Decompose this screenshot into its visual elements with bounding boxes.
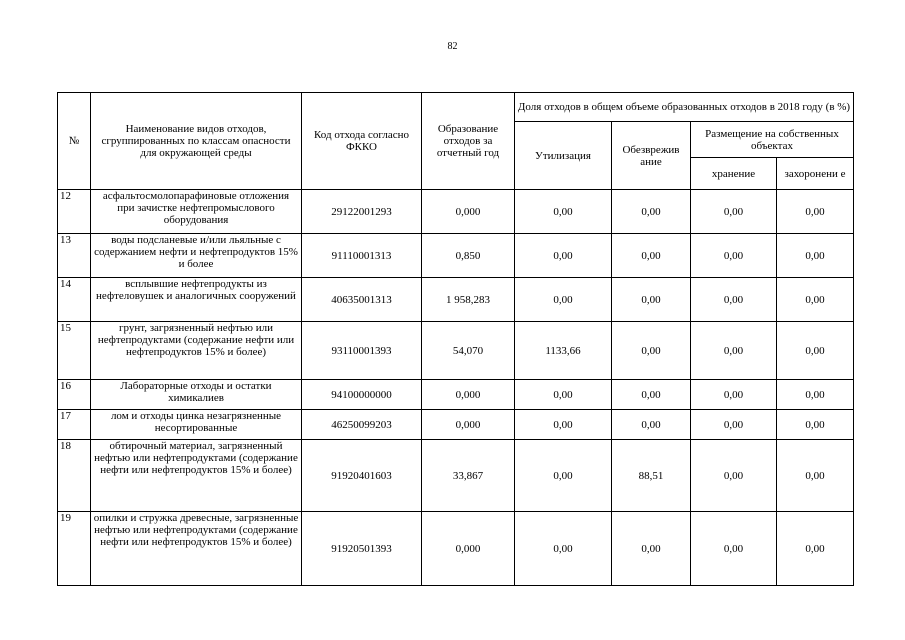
row-utilization: 0,00 — [515, 380, 612, 410]
header-burial: захоронени е — [777, 158, 854, 190]
row-formed: 33,867 — [422, 440, 515, 512]
row-formed: 54,070 — [422, 322, 515, 380]
row-burial: 0,00 — [777, 512, 854, 586]
row-storage: 0,00 — [691, 190, 777, 234]
row-waste-name: асфальтосмолопарафиновые отложения при зачистке нефтепромыслового оборудования — [91, 190, 302, 234]
table-row — [58, 190, 854, 234]
table-body — [58, 190, 854, 586]
row-storage: 0,00 — [691, 234, 777, 278]
row-waste-name: опилки и стружка древесные, загрязненные нефтью или нефтепродуктами (содержание нефти или нефтепродуктов 15% и более) — [91, 512, 302, 586]
row-num: 15 — [58, 322, 91, 380]
table-row — [58, 322, 854, 380]
table-row — [58, 278, 854, 322]
row-burial: 0,00 — [777, 410, 854, 440]
row-waste-name: обтирочный материал, загрязненный нефтью или нефтепродуктами (содержание нефти или нефтепродуктов 15% и более) — [91, 440, 302, 512]
row-storage: 0,00 — [691, 322, 777, 380]
row-utilization: 0,00 — [515, 190, 612, 234]
row-utilization: 0,00 — [515, 440, 612, 512]
row-waste-name: грунт, загрязненный нефтью или нефтепродуктами (содержание нефти или нефтепродуктов 15% и более) — [91, 322, 302, 380]
row-burial: 0,00 — [777, 190, 854, 234]
table-row — [58, 234, 854, 278]
row-burial: 0,00 — [777, 380, 854, 410]
row-waste-name: лом и отходы цинка незагрязненные несортированные — [91, 410, 302, 440]
table-row — [58, 440, 854, 512]
row-code: 91110001313 — [302, 234, 422, 278]
row-neutralization: 0,00 — [612, 278, 691, 322]
waste-table — [57, 92, 854, 586]
row-waste-name: всплывшие нефтепродукты из нефтеловушек и аналогичных сооружений — [91, 278, 302, 322]
header-utilization: Утилизация — [515, 122, 612, 190]
row-code: 46250099203 — [302, 410, 422, 440]
row-code: 91920501393 — [302, 512, 422, 586]
row-num: 17 — [58, 410, 91, 440]
table-row — [58, 380, 854, 410]
header-num: № — [58, 93, 91, 190]
row-neutralization: 0,00 — [612, 234, 691, 278]
header-neutralization: Обезврежив ание — [612, 122, 691, 190]
table-header — [58, 93, 854, 190]
row-num: 19 — [58, 512, 91, 586]
row-code: 29122001293 — [302, 190, 422, 234]
row-neutralization: 0,00 — [612, 322, 691, 380]
row-num: 18 — [58, 440, 91, 512]
row-burial: 0,00 — [777, 440, 854, 512]
row-neutralization: 0,00 — [612, 512, 691, 586]
row-burial: 0,00 — [777, 278, 854, 322]
row-burial: 0,00 — [777, 322, 854, 380]
row-neutralization: 0,00 — [612, 380, 691, 410]
row-num: 14 — [58, 278, 91, 322]
row-storage: 0,00 — [691, 410, 777, 440]
row-storage: 0,00 — [691, 278, 777, 322]
table-row — [58, 410, 854, 440]
header-share: Доля отходов в общем объеме образованных отходов в 2018 году (в %) — [515, 93, 854, 122]
row-formed: 0,000 — [422, 512, 515, 586]
row-code: 94100000000 — [302, 380, 422, 410]
row-utilization: 0,00 — [515, 234, 612, 278]
row-formed: 0,000 — [422, 380, 515, 410]
row-num: 13 — [58, 234, 91, 278]
header-formed: Образование отходов за отчетный год — [422, 93, 515, 190]
row-code: 91920401603 — [302, 440, 422, 512]
table-row — [58, 512, 854, 586]
row-code: 93110001393 — [302, 322, 422, 380]
row-utilization: 0,00 — [515, 278, 612, 322]
row-storage: 0,00 — [691, 380, 777, 410]
row-waste-name: Лабораторные отходы и остатки химикалиев — [91, 380, 302, 410]
row-storage: 0,00 — [691, 512, 777, 586]
row-formed: 1 958,283 — [422, 278, 515, 322]
row-utilization: 1133,66 — [515, 322, 612, 380]
row-num: 16 — [58, 380, 91, 410]
row-num: 12 — [58, 190, 91, 234]
row-formed: 0,850 — [422, 234, 515, 278]
page-number: 82 — [447, 41, 458, 52]
header-code: Код отхода согласно ФККО — [302, 93, 422, 190]
header-storage: хранение — [691, 158, 777, 190]
header-name: Наименование видов отходов, сгруппированных по классам опасности для окружающей среды — [91, 93, 302, 190]
row-neutralization: 0,00 — [612, 410, 691, 440]
row-waste-name: воды подсланевые и/или льяльные с содержанием нефти и нефтепродуктов 15% и более — [91, 234, 302, 278]
header-placement: Размещение на собственных объектах — [691, 122, 854, 158]
row-storage: 0,00 — [691, 440, 777, 512]
row-formed: 0,000 — [422, 190, 515, 234]
row-code: 40635001313 — [302, 278, 422, 322]
row-utilization: 0,00 — [515, 410, 612, 440]
row-neutralization: 88,51 — [612, 440, 691, 512]
row-neutralization: 0,00 — [612, 190, 691, 234]
row-formed: 0,000 — [422, 410, 515, 440]
row-utilization: 0,00 — [515, 512, 612, 586]
row-burial: 0,00 — [777, 234, 854, 278]
